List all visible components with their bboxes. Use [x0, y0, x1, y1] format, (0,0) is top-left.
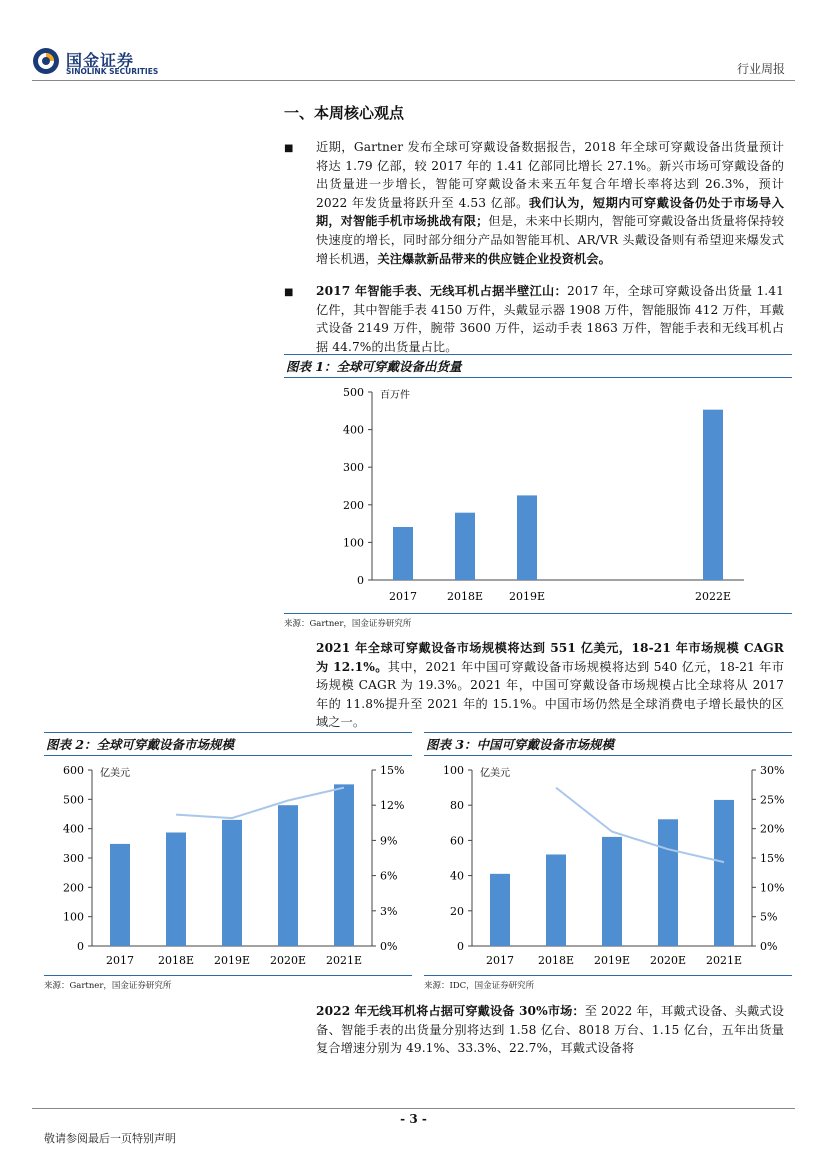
growth-rate-line [556, 788, 724, 863]
x-tick-label: 2021E [705, 954, 743, 967]
y-tick-label: 100 [63, 910, 84, 924]
y-tick-label: 80 [450, 799, 464, 813]
y-tick-label: 0 [457, 940, 464, 953]
y2-tick-label: 5% [760, 910, 778, 924]
figure-2-top-rule [44, 732, 412, 733]
paragraph-3: 2021 年全球可穿戴设备市场规模将达到 551 亿美元，18-21 年市场规模 CAGR 为 12.1%。其中，2021 年中国可穿戴设备市场规模将达到 540 亿元，18-21 年市场规模 CAGR 为 19.3%。2021 年，中国可穿戴设备市场规模占比全球将从 2017 年的 11.8%提升至 2021 年的 15.1%。中国市场仍然是全球消费电子增长最快的区域之一。 [316, 641, 784, 730]
page-number: - 3 - [400, 1112, 427, 1126]
y-unit-label: 百万件 [380, 390, 410, 401]
y-tick-label: 0 [77, 940, 84, 953]
figure-1-source: 来源：Gartner，国金证券研究所 [284, 619, 412, 629]
y-tick-label: 60 [450, 834, 464, 848]
y2-tick-label: 0% [380, 940, 398, 953]
x-tick-label: 2017 [389, 590, 417, 603]
figure-2-title-rule [44, 755, 412, 756]
figure-3-title: 图表 3：中国可穿戴设备市场规模 [426, 737, 615, 752]
y-unit-label: 亿美元 [100, 768, 130, 779]
disclaimer-note: 敬请参阅最后一页特别声明 [44, 1132, 176, 1145]
bar [490, 874, 510, 946]
y-tick-label: 500 [63, 793, 84, 807]
bar [166, 832, 186, 946]
logo-chinese-name: 国金证券 [66, 51, 135, 70]
bar [546, 854, 566, 946]
header-divider [32, 80, 795, 81]
y2-tick-label: 15% [760, 852, 785, 865]
x-tick-label: 2022E [694, 590, 732, 603]
paragraph-1: 近期，Gartner 发布全球可穿戴设备数据报告，2018 年全球可穿戴设备出货量预计将达 1.79 亿部，较 2017 年的 1.41 亿部同比增长 27.1%。新兴市场可穿戴设备的出货量进一步增长，智能可穿戴设备未来五年复合年增长率将达到 26.3%，预计 2022 年发货量将跃升至 4.53 亿部。我们认为，短期内可穿戴设备仍处于市场导入期，对智能手机市场挑战有限；但是，未来中长期内，智能可穿戴设备出货量将保持较快速度的增长，同时部分细分产品如智能耳机、AR/VR 头戴设备则有希望迎来爆发式增长机遇，关注爆款新品带来的供应链企业投资机会。 [316, 140, 785, 266]
footer-divider [32, 1108, 795, 1109]
figure-1-title-rule [284, 377, 792, 378]
bar [714, 800, 734, 946]
figure-3-top-rule [424, 732, 792, 733]
growth-rate-line [176, 788, 344, 819]
y2-tick-label: 25% [760, 793, 785, 807]
bar [278, 805, 298, 946]
report-type-label: 行业周报 [736, 62, 785, 76]
y-tick-label: 20 [450, 904, 464, 918]
paragraph-4: 2022 年无线耳机将占据可穿戴设备 30%市场：至 2022 年，耳戴式设备、头戴式设备、智能手表的出货量分别将达到 1.58 亿台、8018 万台、1.15 亿台，五年出货量复合增速分别为 49.1%、33.3%、22.7%，耳戴式设备将 [316, 1004, 784, 1056]
x-tick-label: 2020E [649, 954, 687, 967]
figure-1-bottom-rule [284, 613, 792, 614]
figure-2-bottom-rule [44, 975, 412, 976]
figure-2-title: 图表 2：全球可穿戴设备市场规模 [46, 737, 235, 752]
bar [703, 410, 723, 580]
bar [602, 837, 622, 946]
y-tick-label: 200 [343, 498, 364, 512]
figure-3-title-rule [424, 755, 792, 756]
chart-global-wearable-market-size [40, 758, 412, 970]
x-tick-label: 2019E [213, 954, 251, 967]
x-tick-label: 2021E [325, 954, 363, 967]
y-tick-label: 100 [343, 536, 364, 550]
figure-3-bottom-rule [424, 975, 792, 976]
y-tick-label: 500 [343, 386, 364, 399]
y2-tick-label: 0% [760, 940, 778, 953]
figure-3-source: 来源：IDC，国金证券研究所 [424, 981, 535, 991]
paragraph-2: 2017 年智能手表、无线耳机占据半壁江山：2017 年，全球可穿戴设备出货量 1.41 亿件，其中智能手表 4150 万件，头戴显示器 1908 万件，智能服饰 412 万件，耳戴式设备 2149 万件，腕带 3600 万件，运动手表 1863 万件，智能手表和无线耳机占据 44.7%的出货量占比。 [316, 284, 784, 354]
bar [455, 513, 475, 580]
chart-china-wearable-market-size [420, 758, 792, 970]
bar [222, 820, 242, 946]
y2-tick-label: 15% [380, 764, 405, 777]
y-tick-label: 400 [63, 822, 84, 836]
bar [110, 844, 130, 946]
x-tick-label: 2018E [157, 954, 195, 967]
x-tick-label: 2019E [508, 590, 546, 603]
x-tick-label: 2018E [537, 954, 575, 967]
x-tick-label: 2019E [593, 954, 631, 967]
bar [517, 495, 537, 580]
figure-2-source: 来源：Gartner，国金证券研究所 [44, 981, 172, 991]
y2-tick-label: 20% [760, 822, 785, 836]
x-tick-label: 2020E [269, 954, 307, 967]
y-tick-label: 600 [63, 764, 84, 777]
y2-tick-label: 3% [380, 904, 398, 918]
y2-tick-label: 30% [760, 764, 785, 777]
chart-global-wearable-shipments [284, 380, 792, 610]
logo-english-name: SINOLINK SECURITIES [66, 67, 159, 76]
y2-tick-label: 9% [380, 834, 398, 848]
y2-tick-label: 10% [760, 881, 785, 895]
figure-1-top-rule [284, 354, 792, 355]
sinolink-logo-icon [32, 47, 60, 75]
y-tick-label: 40 [450, 869, 464, 883]
y2-tick-label: 12% [380, 799, 405, 813]
y-unit-label: 亿美元 [480, 768, 510, 779]
y-tick-label: 400 [343, 423, 364, 437]
bar [334, 784, 354, 946]
y2-tick-label: 6% [380, 869, 398, 883]
y-tick-label: 300 [63, 852, 84, 865]
y-tick-label: 200 [63, 881, 84, 895]
bar [393, 527, 413, 580]
x-tick-label: 2018E [446, 590, 484, 603]
y-tick-label: 100 [443, 764, 464, 777]
y-tick-label: 0 [357, 574, 364, 587]
bar [658, 819, 678, 946]
x-tick-label: 2017 [486, 954, 514, 967]
x-tick-label: 2017 [106, 954, 134, 967]
figure-1-title: 图表 1：全球可穿戴设备出货量 [286, 359, 462, 374]
y-tick-label: 300 [343, 461, 364, 475]
section-title: 一、本周核心观点 [284, 104, 405, 122]
bullet-square-icon: ■ [284, 143, 294, 154]
bullet-square-icon: ■ [284, 287, 294, 298]
